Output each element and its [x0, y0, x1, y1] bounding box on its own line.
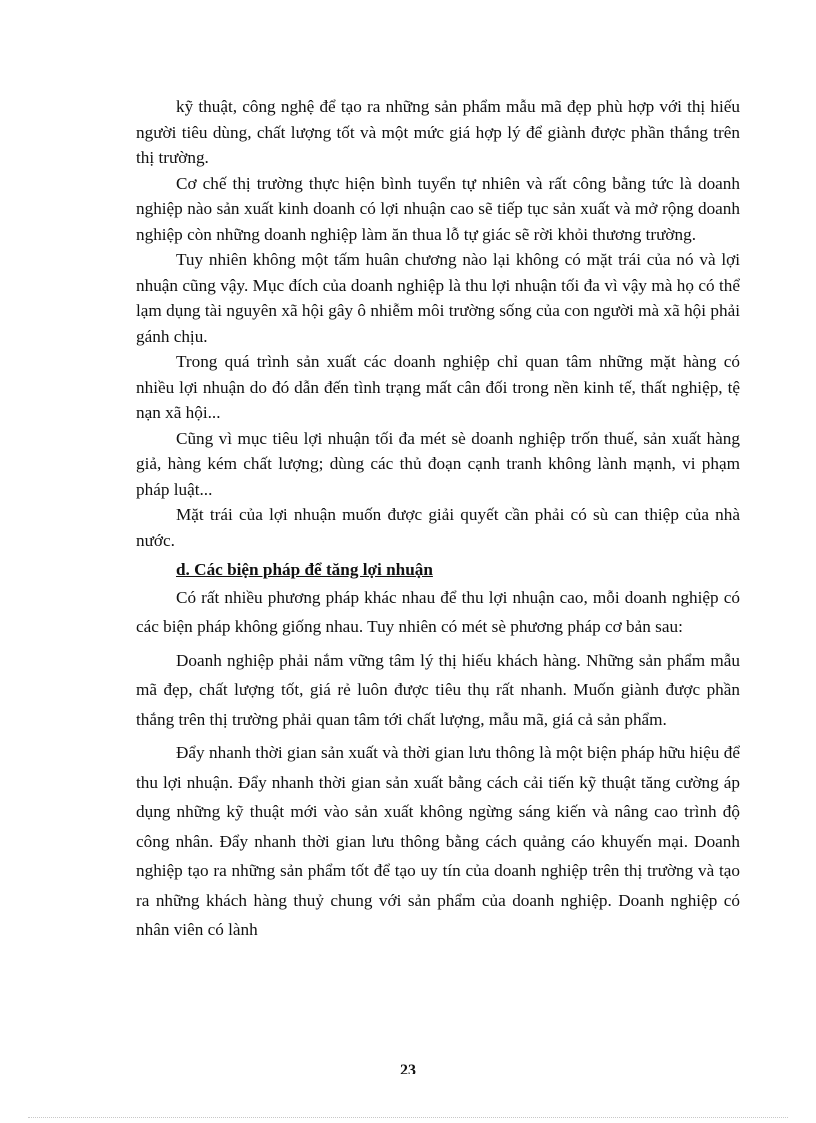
page-number: 23: [400, 1062, 416, 1074]
paragraph-methods-intro: Có rất nhiều phương pháp khác nhau để thu lợi nhuận cao, mỗi doanh nghiệp có các biện pháp không giống nhau. Tuy nhiên có mét sè phương pháp cơ bản sau:: [136, 587, 740, 636]
paragraph-production-imbalance: Trong quá trình sản xuất các doanh nghiệp chỉ quan tâm những mặt hàng có nhiều lợi nhuận do đó dẫn đến tình trạng mất cân đối trong nền kinh tế, thất nghiệp, tệ nạn xã hội...: [136, 352, 740, 422]
paragraph-customer-taste: Doanh nghiệp phải nắm vững tâm lý thị hiếu khách hàng. Những sản phẩm mẫu mã đẹp, chất lượng tốt, giá rẻ luôn được tiêu thụ rất nhanh. Muốn giành được phần thắng trên thị trường phải quan tâm tới chất lượng, mẫu mã, giá cả sản phẩm.: [136, 650, 740, 729]
page-bottom-divider: [28, 1117, 788, 1118]
paragraph-market-mechanism: Cơ chế thị trường thực hiện bình tuyển tự nhiên và rất công bằng tức là doanh nghiệp nào sản xuất kinh doanh có lợi nhuận cao sẽ tiếp tục sản xuất và mở rộng doanh nghiệp còn những doanh nghiệp làm ăn thua lỗ tự giác sẽ rời khỏi thương trường.: [136, 173, 740, 244]
paragraph-speed-up-production: Đẩy nhanh thời gian sản xuất và thời gian lưu thông là một biện pháp hữu hiệu để thu lợi nhuận. Đẩy nhanh thời gian sản xuất bằng cách cải tiến kỹ thuật tăng cường áp dụng những kỹ thuật mới vào sản xuất không ngừng sáng kiến và nâng cao trình độ công nhân. Đẩy nhanh thời gian lưu thông bằng cách quảng cáo khuyến mại. Doanh nghiệp tạo ra những sản phẩm tốt để tạo uy tín của doanh nghiệp trên thị trường và tạo ra những khách hàng thuỷ chung với sản phẩm của doanh nghiệp. Doanh nghiệp có nhân viên có lành: [136, 743, 740, 939]
section-heading: d. Các biện pháp để tăng lợi nhuận: [176, 560, 433, 579]
page-body: [136, 94, 740, 945]
paragraph-downside-of-profit: Tuy nhiên không một tấm huân chương nào lại không có mặt trái của nó và lợi nhuận cũng vậy. Mục đích của doanh nghiệp là thu lợi nhuận tối đa vì vậy mà họ có thể lạm dụng tài nguyên xã hội gây ô nhiễm môi trường sống của con người mà xã hội phải gánh chịu.: [136, 250, 740, 346]
paragraph-continuation: kỹ thuật, công nghệ để tạo ra những sản phẩm mẫu mã đẹp phù hợp với thị hiếu người tiêu dùng, chất lượng tốt và một mức giá hợp lý để giành được phần thắng trên thị trường.: [136, 97, 740, 167]
paragraph-state-intervention: Mặt trái của lợi nhuận muốn được giải quyết cần phải có sù can thiệp của nhà nước.: [136, 505, 740, 550]
paragraph-tax-evasion: Cũng vì mục tiêu lợi nhuận tối đa mét sè doanh nghiệp trốn thuế, sản xuất hàng giả, hàng kém chất lượng; dùng các thủ đoạn cạnh tranh không lành mạnh, vi phạm pháp luật...: [136, 428, 740, 499]
